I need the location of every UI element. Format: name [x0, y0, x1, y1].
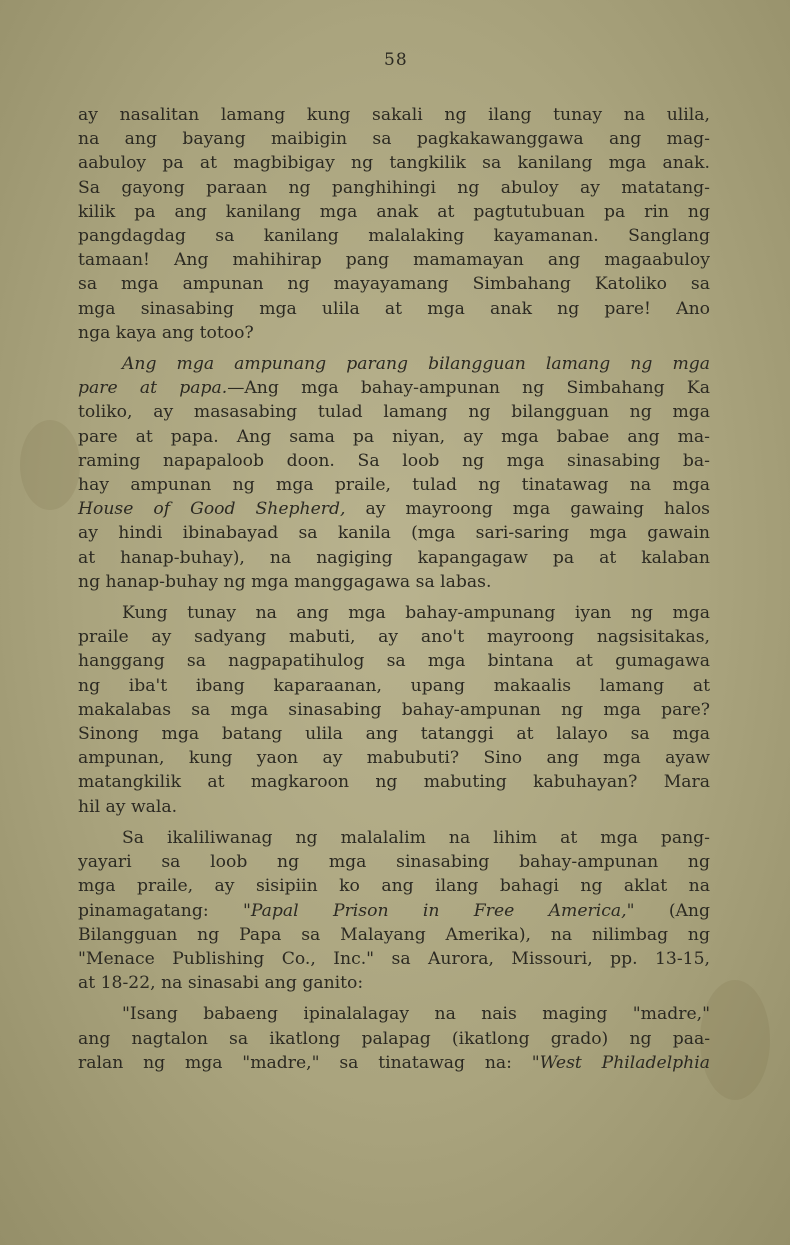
text-line: at hanap-buhay), na nagiging kapangagaw pa at kalaban — [78, 547, 710, 568]
text-line: tamaan! Ang mahihirap pang mamamayan ang magaabuloy — [78, 250, 710, 271]
text-line: ang nagtalon sa ikatlong palapag (ikatlong grado) ng paa- — [78, 1028, 710, 1049]
text-line: matangkilik at magkaroon ng mabuting kabuhayan? Mara — [78, 772, 710, 793]
paper-stain — [20, 420, 80, 510]
text-line: ay hindi ibinabayad sa kanila (mga sari-saring mga gawain — [78, 523, 710, 544]
text-line: pare at papa.—Ang mga bahay-ampunan ng Simbahang Ka — [78, 378, 710, 399]
paragraph-2 — [78, 352, 710, 376]
text-line: Sa gayong paraan ng panghihingi ng abuloy ay matatang- — [78, 177, 710, 198]
book-title-italic: House of Good Shepherd, — [78, 499, 346, 520]
place-name-italic: West Philadelphia — [539, 1052, 711, 1073]
text-line: hil ay wala. — [78, 796, 178, 817]
text-line: House of Good Shepherd, ay mayroong mga gawaing halos — [78, 499, 711, 520]
heading-italic: Ang mga ampunang parang bilangguan lamang ng mga — [122, 354, 710, 375]
text-line: Sinong mga batang ulila ang tatanggi at lalayo sa mga — [78, 724, 710, 745]
paragraph-3 — [78, 601, 710, 819]
paper-stain — [700, 980, 770, 1100]
text-line: yayari sa loob ng mga sinasabing bahay-ampunan ng — [78, 852, 710, 873]
text-line: mga sinasabing mga ulila at mga anak ng pare! Ano — [78, 298, 710, 319]
text-line: Sa ikaliliwanag ng malalalim na lihim at mga pang- — [122, 827, 710, 848]
text-line: pinamagatang: "Papal Prison in Free America," (Ang — [78, 900, 711, 921]
page-body — [78, 103, 710, 1075]
text-line: pare at papa. Ang sama pa niyan, ay mga babae ang ma- — [78, 426, 710, 447]
text-line: na ang bayang maibigin sa pagkakawanggawa ang mag- — [78, 129, 710, 150]
text-line: ng iba't ibang kaparaanan, upang makaalis lamang at — [78, 675, 710, 696]
text-line: Kung tunay na ang mga bahay-ampunang iyan ng mga — [122, 603, 710, 624]
text-line: pangdagdag sa kanilang malalaking kayamanan. Sanglang — [78, 226, 710, 247]
text-line: Bilangguan ng Papa sa Malayang Amerika), na nilimbag ng — [78, 924, 710, 945]
text-line: makalabas sa mga sinasabing bahay-ampunan ng mga pare? — [78, 699, 710, 720]
text-line: ay nasalitan lamang kung sakali ng ilang tunay na ulila, — [78, 105, 710, 125]
text-line: nga kaya ang totoo? — [78, 322, 254, 343]
paragraph-4 — [78, 826, 710, 995]
paragraph-1 — [78, 103, 710, 345]
paragraph-2-body — [78, 376, 710, 594]
text-line: ralan ng mga "madre," sa tinatawag na: "West Philadelphia — [78, 1052, 711, 1073]
text-line: hay ampunan ng mga praile, tulad ng tinatawag na mga — [78, 475, 710, 496]
text-line: aabuloy pa at magbibigay ng tangkilik sa kanilang mga anak. — [78, 153, 710, 174]
page-number: 58 — [384, 50, 408, 70]
text-line: sa mga ampunan ng mayayamang Simbahang Katoliko sa — [78, 274, 710, 295]
text-line: hanggang sa nagpapatihulog sa mga bintana at gumagawa — [78, 651, 710, 672]
text-line: mga praile, ay sisipiin ko ang ilang bahagi ng aklat na — [78, 876, 710, 897]
text-line: kilik pa ang kanilang mga anak at pagtutubuan pa rin ng — [78, 201, 710, 222]
text-line: raming napapaloob doon. Sa loob ng mga sinasabing ba- — [78, 450, 710, 471]
text-line: ng hanap-buhay ng mga manggagawa sa labas. — [78, 571, 492, 592]
text-line: "Menace Publishing Co., Inc." sa Aurora, Missouri, pp. 13-15, — [78, 948, 710, 969]
text-line: "Isang babaeng ipinalalagay na nais maging "madre," — [122, 1004, 710, 1025]
section-heading — [122, 352, 710, 376]
text-line: toliko, ay masasabing tulad lamang ng bilangguan ng mga — [78, 402, 710, 423]
text-line: at 18-22, na sinasabi ang ganito: — [78, 973, 364, 994]
paragraph-5 — [78, 1002, 710, 1075]
text-line: praile ay sadyang mabuti, ay ano't mayroong nagsisitakas, — [78, 627, 710, 648]
heading-italic-end: pare at papa. — [78, 378, 228, 399]
text-line: ampunan, kung yaon ay mabubuti? Sino ang mga ayaw — [78, 748, 710, 769]
book-title-italic: Papal Prison in Free America, — [250, 900, 627, 921]
